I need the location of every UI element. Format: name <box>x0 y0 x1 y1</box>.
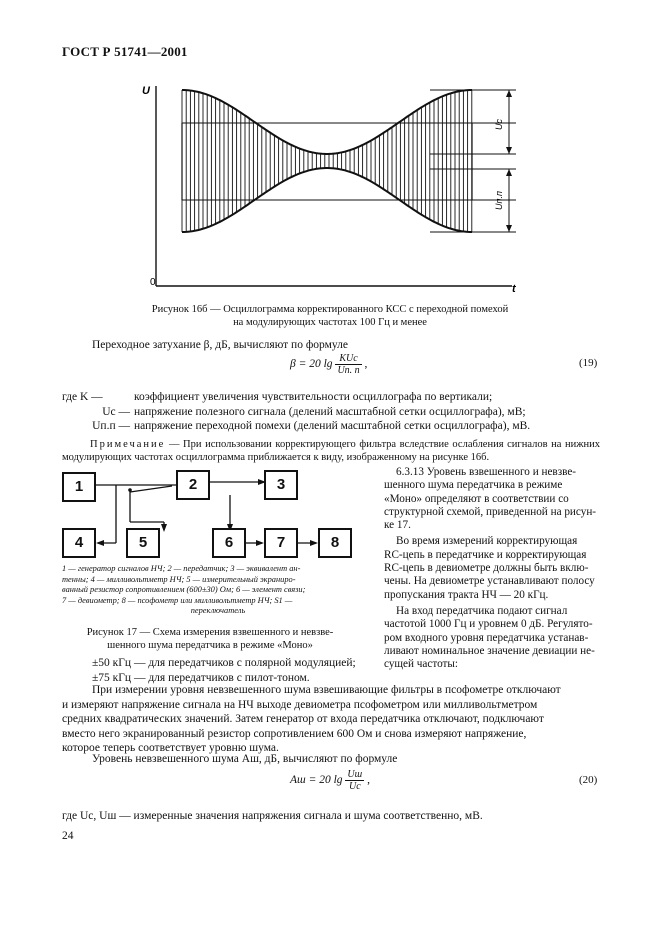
block-1: 1 <box>62 472 96 502</box>
formula20-legend: где Uс, Uш — измеренные значения напряжения сигнала и шума соответственно, мВ. <box>62 810 483 822</box>
deviation-list: ±50 кГц — для передатчиков с полярной модуляцией; ±75 кГц — для передатчиков с пилот-тоном. <box>92 657 356 684</box>
axis-u-label: U <box>142 85 150 97</box>
figure17-caption: Рисунок 17 — Схема измерения взвешенного и невзве- шенного шума передатчика в режиме «Моно» <box>86 627 334 651</box>
origin-label: 0 <box>150 277 156 288</box>
block-8: 8 <box>318 528 352 558</box>
block-5: 5 <box>126 528 160 558</box>
formula20: Aш = 20 lg $\frac{Uш}{Uс}$ , <box>290 769 370 792</box>
upp-label: Uп.п <box>494 191 504 210</box>
formula19: β = 20 lg $\frac{\text{KUс}}{Uп. п}$ , <box>290 353 368 376</box>
block-3: 3 <box>264 470 298 500</box>
block-4: 4 <box>62 528 96 558</box>
upper-envelope <box>182 90 472 154</box>
block-2: 2 <box>176 470 210 500</box>
section-6-3-13: 6.3.13 Уровень взвешенного и невзве- шенного шума передатчика в режиме «Моно» определяют в соответствии со структурной схемой, приведенной на рисун- ке 17. Во время измерений корректирующая RC-цепь в передатчике и корректирующая RC-цепь в девиометре должны быть вклю- чены. На девиометре устанавливают полосу пропускания тракта НЧ — 20 кГц. На вход передатчика подают сигнал частотой 1000 Гц и уровнем 0 дБ. Регулято- ром входного уровня передатчика устанав- ливают номинальное значение девиации не- сущей частоты: <box>384 466 597 671</box>
axis-t-label: t <box>512 283 516 294</box>
note-paragraph: Примечание — При использовании корректирующего фильтра вследствие ослабления сигналов на нижних модулирующих частотах осциллограмма приближается к виду, изображенному на рисунке 16б. <box>62 439 600 463</box>
formula19-legend: где K — коэффициент увеличения чувствительности осциллографа по вертикали; Uс — напряжение полезного сигнала (делений масштабной сетки осциллографа), мВ; Uп.п — напряжение переходной помехи (делений масштабной сетки осциллографа), мВ. <box>62 391 531 432</box>
oscillogram-hatch <box>182 90 472 232</box>
formula20-intro: Уровень невзвешенного шума Aш, дБ, вычисляют по формуле <box>92 753 398 765</box>
figure16b-caption: Рисунок 16б — Осциллограмма корректированного КСС с переходной помехой на модулирующих частотах 100 Гц и менее <box>151 304 509 328</box>
standard-header: ГОСТ Р 51741—2001 <box>62 44 188 59</box>
block-6: 6 <box>212 528 246 558</box>
figure17-legend: 1 — генератор сигналов НЧ; 2 — передатчик; 3 — эквивалент ан- тенны; 4 — милливольтметр НЧ; 5 — измерительный экраниро- ванный резистор сопротивлением (600±30) Ом; 6 — элемент связи; 7 — девиометр; 8 — псофометр или милливольтметр НЧ; S1 — переключатель <box>62 564 306 616</box>
uc-label: Uс <box>494 119 504 130</box>
block-7: 7 <box>264 528 298 558</box>
formula19-number: (19) <box>579 357 598 369</box>
formula19-intro: Переходное затухание β, дБ, вычисляют по формуле <box>92 339 348 351</box>
formula20-number: (20) <box>579 774 598 786</box>
page-number: 24 <box>62 830 74 842</box>
oscillogram-figure <box>140 72 530 294</box>
unweighted-noise-paragraph: При измерении уровня невзвешенного шума взвешивающие фильтры в псофометре отключают и измеряют напряжение сигнала на НЧ выходе девиометра псофометром или милливольтметром средних квадратических значений. Затем генератор от входа передатчика отключают, подключают вместо него экранированный резистор сопротивлением 600 Ом и снова измеряют напряжение, которое теперь соответствует уровню шума. <box>62 684 561 754</box>
